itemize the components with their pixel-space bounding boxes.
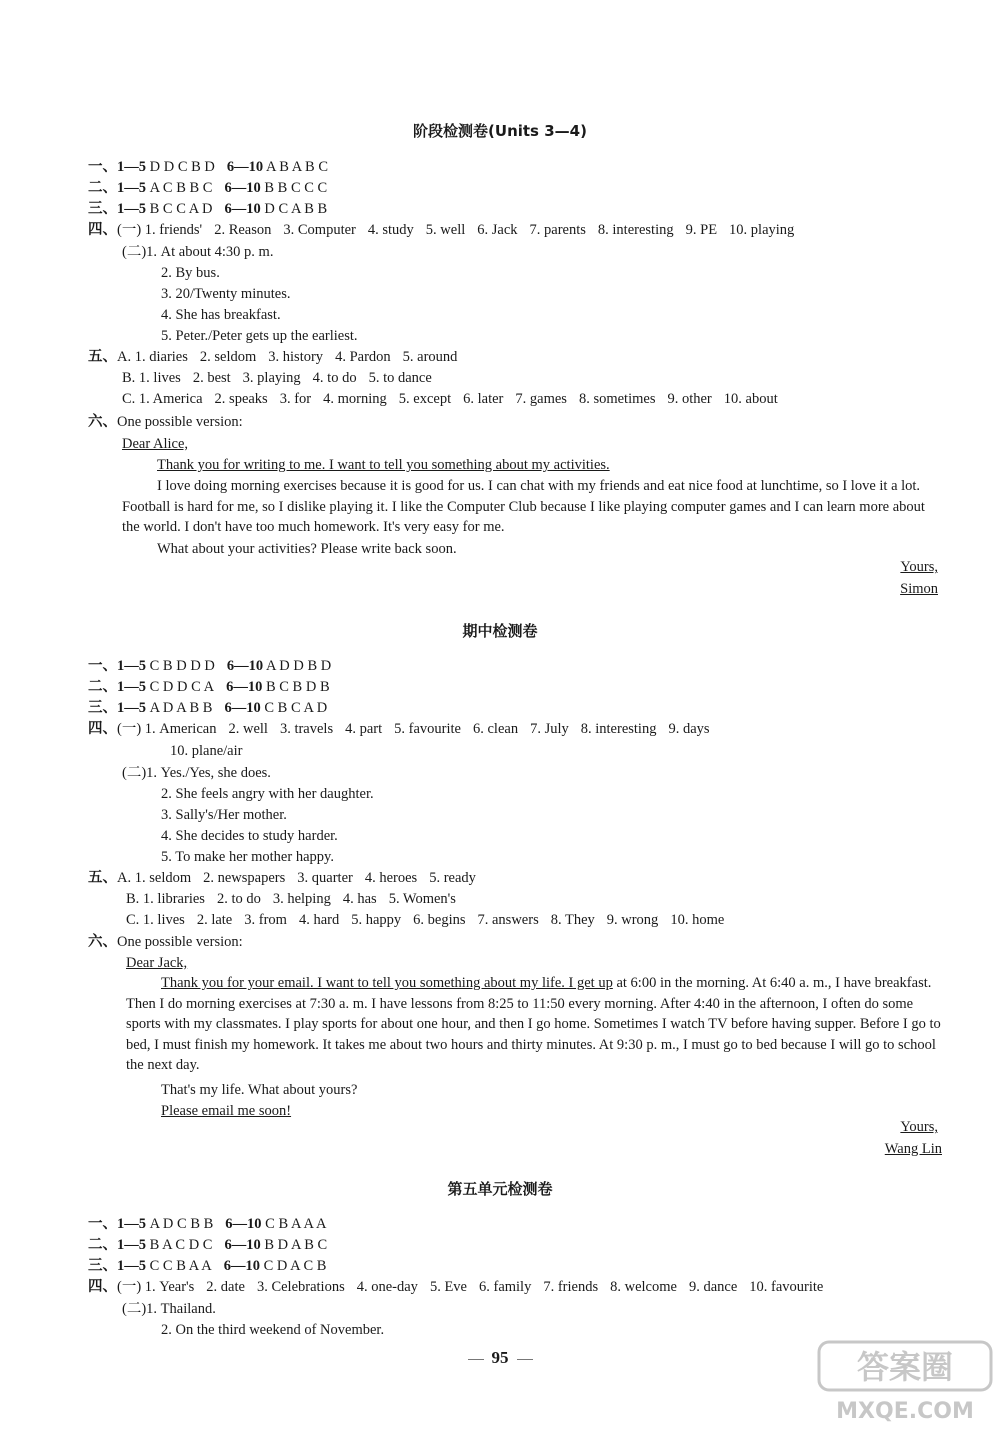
part-five-b: B. 1. libraries 2. to do 3. helping 4. has 5. Women's	[126, 891, 456, 907]
part-five-b: B. 1. lives 2. best 3. playing 4. to do 5. to dance	[122, 370, 432, 386]
letter-closing: Yours,	[900, 559, 938, 575]
part-six: 六、One possible version:	[88, 414, 243, 430]
letter-first-line: Thank you for writing to me. I want to tell you something about my activities.	[157, 457, 610, 473]
answer-row: 一、1—5 A D C B B 6—10 C B A A A	[88, 1216, 327, 1232]
list-item: 4. She decides to study harder.	[161, 828, 338, 844]
part-five-c: C. 1. lives 2. late 3. from 4. hard 5. happy 6. begins 7. answers 8. They 9. wrong 10. home	[126, 912, 725, 928]
part-four-two: (二)1. Yes./Yes, she does.	[122, 765, 271, 781]
letter-closing-line: That's my life. What about yours?	[161, 1082, 358, 1098]
section-title: 第五单元检测卷	[447, 1180, 553, 1198]
list-item: 2. On the third weekend of November.	[161, 1322, 385, 1338]
page-number: 95	[0, 1348, 1000, 1368]
part-five-c: C. 1. America 2. speaks 3. for 4. morning 5. except 6. later 7. games 8. sometimes 9. other 10. about	[122, 391, 778, 407]
list-item: 4. She has breakfast.	[161, 307, 281, 323]
answer-row: 二、1—5 A C B B C 6—10 B B C C C	[88, 180, 328, 196]
part-four-two: (二)1. At about 4:30 p. m.	[122, 244, 274, 260]
letter-signature: Wang Lin	[884, 1141, 942, 1157]
answer-row: 三、1—5 B C C A D 6—10 D C A B B	[88, 201, 328, 217]
letter-closing-line-2: Please email me soon!	[161, 1103, 292, 1119]
list-item: 2. By bus.	[161, 265, 220, 281]
part-four-one: 四、(一) 1. American 2. well 3. travels 4. part 5. favourite 6. clean 7. July 8. interesting 9. days	[88, 721, 710, 737]
part-four-two: (二)1. Thailand.	[122, 1301, 216, 1317]
list-item: 10. plane/air	[170, 743, 243, 759]
letter-closing: Yours,	[900, 1119, 938, 1135]
list-item: 3. Sally's/Her mother.	[161, 807, 287, 823]
watermark-logo	[815, 1340, 995, 1426]
letter-greeting: Dear Alice,	[122, 436, 189, 452]
part-four-one: 四、(一) 1. friends' 2. Reason 3. Computer 4. study 5. well 6. Jack 7. parents 8. interesting 9. PE 10. playing	[88, 222, 795, 238]
section-title: 阶段检测卷(Units 3—4)	[413, 122, 587, 140]
part-six: 六、One possible version:	[88, 934, 243, 950]
letter-signature: Simon	[900, 581, 938, 597]
answer-row: 二、1—5 C D D C A 6—10 B C B D B	[88, 679, 330, 695]
list-item: 3. 20/Twenty minutes.	[161, 286, 291, 302]
list-item: 5. To make her mother happy.	[161, 849, 334, 865]
letter-greeting: Dear Jack,	[126, 955, 188, 971]
list-item: 5. Peter./Peter gets up the earliest.	[161, 328, 358, 344]
answer-row: 三、1—5 A D A B B 6—10 C B C A D	[88, 700, 328, 716]
answer-row: 一、1—5 C B D D D 6—10 A D D B D	[88, 658, 332, 674]
answer-row: 一、1—5 D D C B D 6—10 A B A B C	[88, 159, 329, 175]
part-five-a: 五、A. 1. seldom 2. newspapers 3. quarter 4. heroes 5. ready	[88, 870, 476, 886]
letter-body: I love doing morning exercises because it is good for us. I can chat with my friends and eat nice food at lunchtime, so I love it a lot. Football is hard for me, so I dislike playing it. I like the Computer Club because I like playing computer games and I can learn more about the world. I don't have too much homework. It's very easy for me.	[122, 478, 925, 535]
letter-closing-line: What about your activities? Please write back soon.	[157, 541, 457, 557]
part-four-one: 四、(一) 1. Year's 2. date 3. Celebrations 4. one-day 5. Eve 6. family 7. friends 8. welcome 9. dance 10. favourite	[88, 1279, 824, 1295]
answer-row: 三、1—5 C C B A A 6—10 C D A C B	[88, 1258, 327, 1274]
section-title: 期中检测卷	[462, 622, 538, 640]
watermark-bottom-text: MXQE.COM	[836, 1399, 974, 1424]
part-five-a: 五、A. 1. diaries 2. seldom 3. history 4. Pardon 5. around	[88, 349, 458, 365]
list-item: 2. She feels angry with her daughter.	[161, 786, 374, 802]
letter-body: Thank you for your email. I want to tell you something about my life. I get up at 6:00 in the morning. At 6:40 a. m., I have breakfast. Then I do morning exercises at 7:30 a. m. I have lessons from 8:25 to 11:50 every morning. After 4:40 in the afternoon, I often do some sports with my classmates. I play sports for about one hour, and then I go home. Sometimes I watch TV before having supper. Before I go to bed, I must finish my homework. It takes me about two hours and thirty minutes. At 9:30 p. m., I must go to bed because I will go to school the next day.	[126, 975, 941, 1073]
watermark-top-text: 答案圈	[856, 1348, 954, 1386]
answer-row: 二、1—5 B A C D C 6—10 B D A B C	[88, 1237, 328, 1253]
